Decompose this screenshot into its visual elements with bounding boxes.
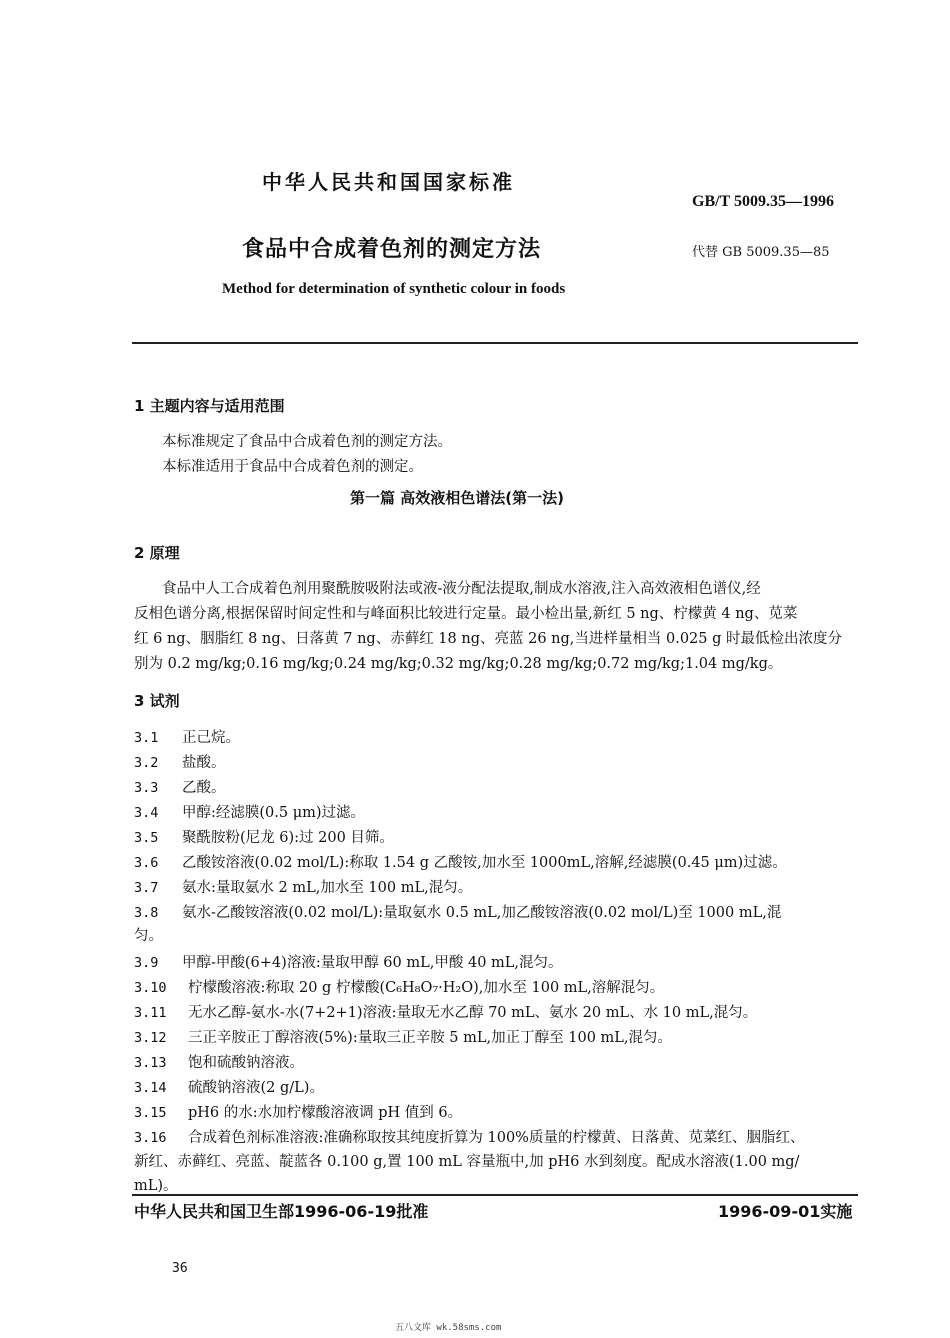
reagent-item [134,901,781,922]
document-title-english: Method for determination of synthetic colour in foods [222,281,566,297]
section-1-paragraph-2: 本标准适用于食品中合成着色剂的测定。 [162,459,423,475]
reagent-item [134,1126,804,1147]
reagent-number: 3.10 [134,980,167,996]
reagent-item [134,876,472,897]
reagent-text: 甲醇-甲酸(6+4)溶液:量取甲醇 60 mL,甲酸 40 mL,混匀。 [182,955,563,971]
reagent-number: 3.11 [134,1005,167,1021]
header-divider [132,342,858,344]
watermark: 五八文库 wk.58sms.com [395,1323,502,1333]
document-title-chinese: 食品中合成着色剂的测定方法 [242,237,542,262]
reagent-item [134,1026,672,1047]
principle-line-1: 食品中人工合成着色剂用聚酰胺吸附法或液-液分配法提取,制成水溶液,注入高效液相色谱仪,经 [162,581,761,597]
reagent-text: 合成着色剂标准溶液:准确称取按其纯度折算为 100%质量的柠檬黄、日落黄、苋菜红、胭脂红、 [188,1130,805,1146]
reagent-number: 3.2 [134,755,159,771]
reagent-number: 3.14 [134,1080,167,1096]
reagent-continuation: mL)。 [134,1178,178,1194]
reagent-item [134,726,240,747]
reagent-text: 乙酸。 [182,780,226,796]
national-standard-heading: 中华人民共和国国家标准 [262,170,515,194]
reagent-item [134,951,563,972]
section-1-heading: 1 主题内容与适用范围 [134,397,285,415]
principle-line-2: 反相色谱分离,根据保留时间定性和与峰面积比较进行定量。最小检出量,新红 5 ng、柠檬黄 4 ng、苋菜 [134,606,798,622]
reagent-text: 硫酸钠溶液(2 g/L)。 [188,1080,324,1096]
reagent-number: 3.3 [134,780,159,796]
principle-line-3: 红 6 ng、胭脂红 8 ng、日落黄 7 ng、赤藓红 18 ng、亮蓝 26 ng,当进样量相当 0.025 g 时最低检出浓度分 [134,631,842,647]
reagent-text: 乙酸铵溶液(0.02 mol/L):称取 1.54 g 乙酸铵,加水至 1000mL,溶解,经滤膜(0.45 μm)过滤。 [182,855,787,871]
reagent-item [134,1101,462,1122]
reagent-text: 柠檬酸溶液:称取 20 g 柠檬酸(C₆H₈O₇·H₂O),加水至 100 mL,溶解混匀。 [188,980,665,996]
reagent-text: 聚酰胺粉(尼龙 6):过 200 目筛。 [182,830,394,846]
section-1-paragraph-1: 本标准规定了食品中合成着色剂的测定方法。 [162,434,452,450]
reagent-item [134,1001,757,1022]
implementation-date: 1996-09-01实施 [718,1202,853,1221]
reagent-continuation: 新红、赤藓红、亮蓝、靛蓝各 0.100 g,置 100 mL 容量瓶中,加 pH6 水到刻度。配成水溶液(1.00 mg/ [134,1154,800,1170]
section-3-heading: 3 试剂 [134,692,180,710]
reagent-text: pH6 的水:水加柠檬酸溶液调 pH 值到 6。 [188,1105,463,1121]
reagent-text: 三正辛胺正丁醇溶液(5%):量取三正辛胺 5 mL,加正丁醇至 100 mL,混匀。 [188,1030,673,1046]
principle-line-4: 别为 0.2 mg/kg;0.16 mg/kg;0.24 mg/kg;0.32 mg/kg;0.28 mg/kg;0.72 mg/kg;1.04 mg/kg。 [134,656,783,672]
reagent-item [134,826,394,847]
reagent-item [134,1051,304,1072]
reagent-number: 3.1 [134,730,159,746]
reagent-text: 氨水:量取氨水 2 mL,加水至 100 mL,混匀。 [182,880,473,896]
reagent-text: 无水乙醇-氨水-水(7+2+1)溶液:量取无水乙醇 70 mL、氨水 20 mL、水 10 mL,混匀。 [188,1005,758,1021]
reagent-item [134,776,226,797]
reagent-item [134,851,787,872]
reagent-text: 饱和硫酸钠溶液。 [188,1055,304,1071]
reagent-number: 3.4 [134,805,159,821]
section-2-heading: 2 原理 [134,544,180,562]
page-number: 36 [172,1261,188,1276]
reagent-number: 3.12 [134,1030,167,1046]
reagent-item [134,801,365,822]
reagent-item [134,976,664,997]
part-title: 第一篇 高效液相色谱法(第一法) [350,489,564,507]
reagent-number: 3.6 [134,855,159,871]
reagent-number: 3.16 [134,1130,167,1146]
reagent-item [134,751,226,772]
footer-divider [132,1194,858,1196]
reagent-number: 3.9 [134,955,159,971]
reagent-text: 正己烷。 [182,730,240,746]
reagent-number: 3.15 [134,1105,167,1121]
reagent-number: 3.5 [134,830,159,846]
supersedes-note: 代替 GB 5009.35—85 [692,245,830,260]
reagent-text: 盐酸。 [182,755,226,771]
reagent-number: 3.7 [134,880,159,896]
reagent-number: 3.8 [134,905,159,921]
reagent-text: 氨水-乙酸铵溶液(0.02 mol/L):量取氨水 0.5 mL,加乙酸铵溶液(0.02 mol/L)至 1000 mL,混 [182,905,782,921]
reagent-number: 3.13 [134,1055,167,1071]
reagent-text: 甲醇:经滤膜(0.5 μm)过滤。 [182,805,366,821]
reagent-continuation: 匀。 [134,928,163,944]
standard-number: GB/T 5009.35—1996 [692,193,834,210]
approval-statement: 中华人民共和国卫生部1996-06-19批准 [134,1202,429,1221]
reagent-item [134,1076,324,1097]
